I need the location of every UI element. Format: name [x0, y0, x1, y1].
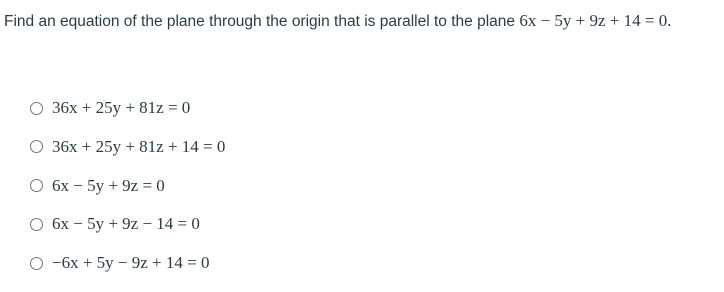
question-equation: 6x − 5y + 9z + 14 = 0. [519, 11, 672, 30]
answer-option-3[interactable] [30, 176, 225, 196]
answer-option-2[interactable] [30, 137, 225, 157]
radio-button-icon[interactable] [30, 102, 43, 115]
radio-button-icon[interactable] [30, 257, 43, 270]
radio-button-icon[interactable] [30, 218, 43, 231]
answer-option-label: 6x − 5y + 9z = 0 [52, 175, 165, 195]
answer-option-5[interactable] [30, 253, 225, 273]
question-prompt: Find an equation of the plane through the origin that is parallel to the plane [4, 13, 520, 30]
answer-option-label: 36x + 25y + 81z + 14 = 0 [52, 136, 226, 156]
radio-button-icon[interactable] [30, 140, 43, 153]
radio-button-icon[interactable] [30, 179, 43, 192]
question-text [4, 11, 720, 32]
answer-option-4[interactable] [30, 214, 225, 234]
answer-option-label: 36x + 25y + 81z = 0 [52, 98, 191, 117]
answer-option-label: −6x + 5y − 9z + 14 = 0 [52, 253, 210, 273]
answer-options [30, 98, 225, 292]
answer-option-label: 6x − 5y + 9z − 14 = 0 [52, 214, 200, 234]
answer-option-1[interactable] [30, 98, 225, 118]
